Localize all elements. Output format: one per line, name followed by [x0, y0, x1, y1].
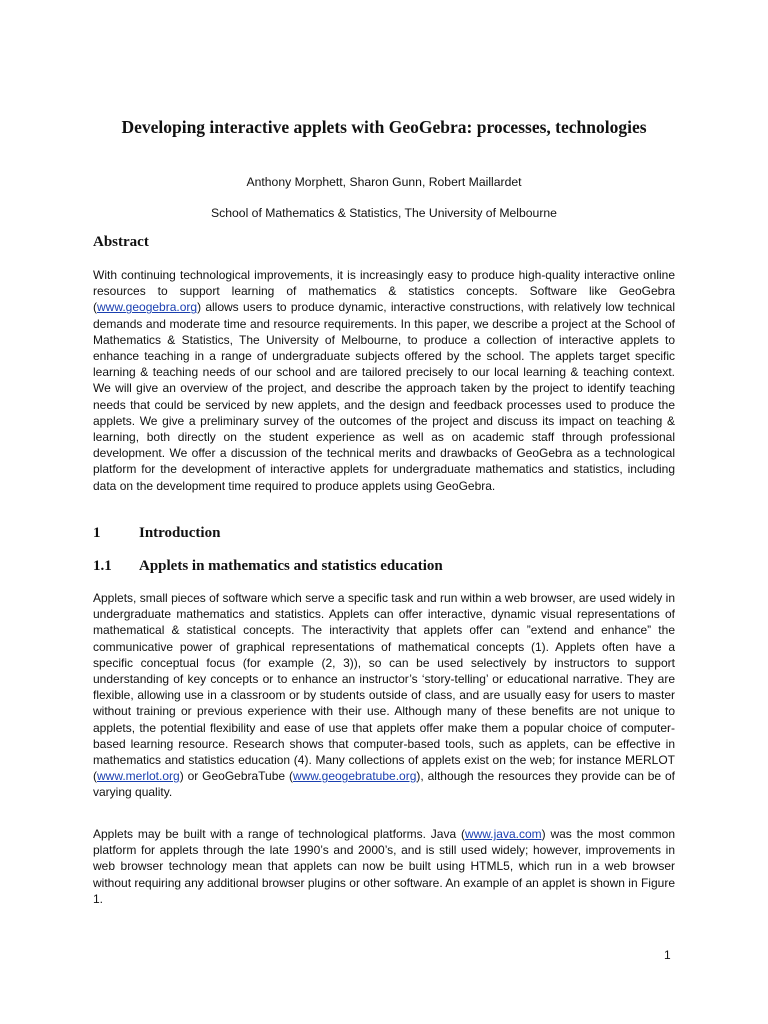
section-number: 1 — [93, 525, 101, 541]
affiliation: School of Mathematics & Statistics, The University of Melbourne — [211, 206, 557, 220]
geogebratube-link[interactable]: www.geogebratube.org — [292, 769, 417, 784]
subsection-number: 1.1 — [93, 558, 112, 574]
section-title: Introduction — [139, 525, 221, 541]
section-1-1-heading — [93, 558, 443, 575]
intro-paragraph-1: Applets, small pieces of software which serve a specific task and run within a web browser, are used widely in undergraduate mathematics and statistics. Applets can offer interactive, dynamic visual representations of mathematical & statistical concepts. The interactivity that applets offer can ”extend and enhance” the communicative power of graphical representations of mathematical concepts (1). Applets often have a specific conceptual focus (for example (2, 3)), so can be used selectively by instructors to support understanding of key concepts or to enhance an instructor’s ‘story-telling’ or educational narrative. They are flexible, allowing use in a classroom or by students outside of class, and are usually easy for users to master without training or previous experience with their use. Although many of these benefits are not unique to applets, the potential flexibility and ease of use that applets offer make them a popular choice of computer-based learning resource. Research shows that computer-based tools, such as applets, can be effective in mathematics and statistics education (4). Many collections of applets exist on the web; for instance MERLOT (www.merlot.org) or GeoGebraTube (www.geogebratube.org), although the resources they provide can be of varying quality. — [93, 591, 676, 800]
subsection-title: Applets in mathematics and statistics education — [139, 558, 443, 574]
abstract-heading: Abstract — [93, 234, 149, 250]
java-link[interactable]: www.java.com — [464, 827, 542, 841]
paper-title: Developing interactive applets with GeoGebra: processes, technologies — [121, 117, 647, 137]
geogebra-link[interactable]: www.geogebra.org — [97, 300, 198, 315]
page-number: 1 — [664, 948, 671, 962]
merlot-link[interactable]: www.merlot.org — [97, 769, 180, 784]
intro-paragraph-2: Applets may be built with a range of technological platforms. Java (www.java.com) was the most common platform for applets through the late 1990’s and 2000’s, and is still used widely; however, improvements in web browser technology mean that applets can now be built using HTML5, which run in a web browser without requiring any additional browser plugins or other software. An example of an applet is shown in Figure 1. — [93, 827, 675, 906]
author-list: Anthony Morphett, Sharon Gunn, Robert Maillardet — [246, 175, 522, 189]
section-1-heading — [93, 525, 220, 542]
abstract-paragraph: With continuing technological improvements, it is increasingly easy to produce high-quality interactive online resources to support learning of mathematics & statistics concepts. Software like GeoGebra (www.geogebra.org) allows users to produce dynamic, interactive constructions, with relatively low technical demands and moderate time and resource requirements. In this paper, we describe a project at the School of Mathematics & Statistics, The University of Melbourne, to produce a collection of interactive applets to enhance teaching in a range of undergraduate subjects offered by the school. The applets target specific learning & teaching needs of our school and are tailored precisely to our local learning & teaching context. We will give an overview of the project, and describe the approach taken by the project to identify teaching needs that could be serviced by new applets, and the design and feedback processes used to produce the applets. We give a preliminary survey of the outcomes of the project and discuss its impact on teaching & learning, both directly on the student experience as well as on academic staff through professional development. We offer a discussion of the technical merits and drawbacks of GeoGebra as a technological platform for the development of interactive applets for undergraduate mathematics and statistics, including data on the development time required to produce applets using GeoGebra. — [93, 268, 675, 493]
